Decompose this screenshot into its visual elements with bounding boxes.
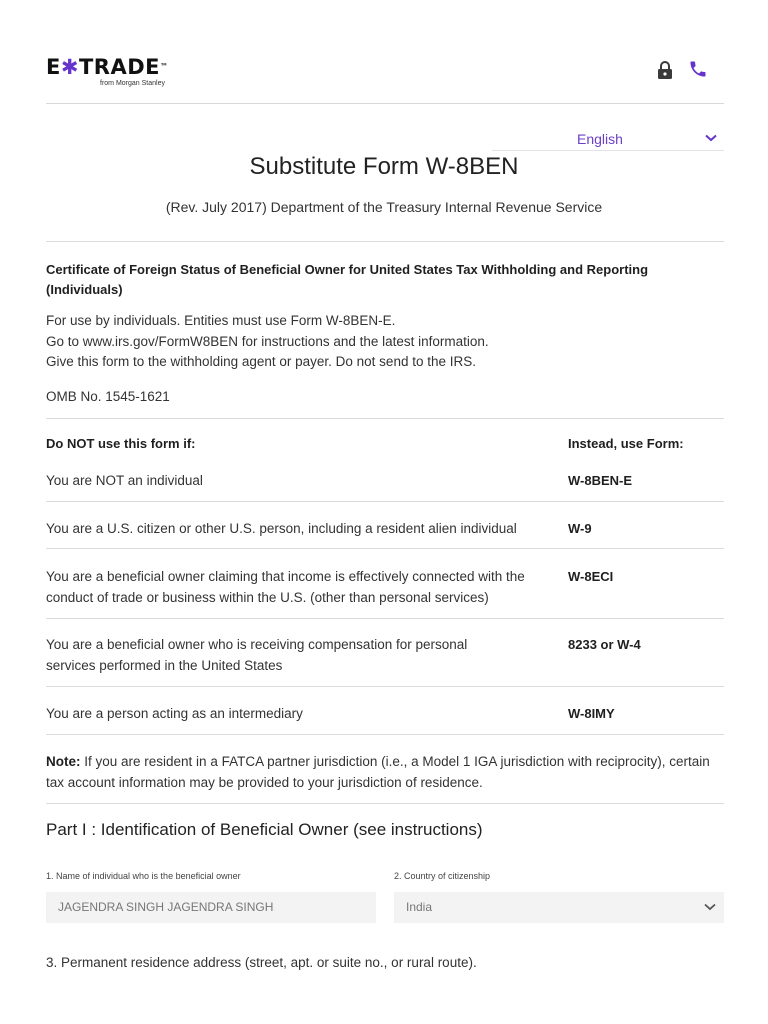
divider — [46, 734, 724, 735]
divider — [46, 803, 724, 804]
instruction-line: Go to www.irs.gov/FormW8BEN for instructions and the latest information. — [46, 333, 489, 349]
row-condition: You are a U.S. citizen or other U.S. person, including a resident alien individual — [46, 521, 517, 536]
country-selected-value: India — [406, 900, 433, 914]
row-condition: You are NOT an individual — [46, 473, 203, 488]
divider — [46, 501, 724, 502]
row-form: W-8IMY — [568, 706, 615, 721]
divider — [46, 686, 724, 687]
table-header — [46, 436, 724, 451]
row-condition: You are a person acting as an intermediary — [46, 706, 303, 721]
address-field-label: 3. Permanent residence address (street, apt. or suite no., or rural route). — [46, 955, 477, 970]
certificate-title: Certificate of Foreign Status of Beneficial Owner for United States Tax Withholding and Reporting (Individuals) — [46, 262, 649, 297]
note-text: If you are resident in a FATCA partner jurisdiction (i.e., a Model 1 IGA jurisdiction with reciprocity), certain tax account information may be provided to your jurisdiction of residence. — [46, 754, 710, 790]
row-form: W-9 — [568, 521, 592, 536]
divider — [46, 548, 724, 549]
form-instructions — [46, 311, 724, 373]
language-select[interactable] — [492, 128, 724, 151]
chevron-down-icon — [705, 134, 717, 142]
etrade-logo[interactable] — [46, 55, 169, 87]
divider — [46, 241, 724, 242]
form-subtitle: (Rev. July 2017) Department of the Treasury Internal Revenue Service — [165, 199, 603, 215]
phone-icon[interactable] — [688, 59, 708, 79]
note-label: Note: — [46, 754, 81, 769]
page-header — [46, 52, 724, 104]
column-header-condition: Do NOT use this form if: — [46, 436, 196, 451]
logo-subtitle: from Morgan Stanley — [100, 80, 165, 87]
instruction-line: For use by individuals. Entities must use Form W-8BEN-E. — [46, 313, 396, 328]
country-of-citizenship-select[interactable] — [394, 892, 724, 923]
chevron-down-icon — [704, 903, 716, 911]
logo-wordmark: E✱TRADE™ — [46, 55, 169, 79]
row-form: W-8BEN-E — [568, 473, 633, 488]
language-selected-value: English — [577, 131, 623, 147]
divider — [46, 618, 724, 619]
logo-star-icon: ✱ — [60, 55, 79, 79]
divider — [46, 418, 724, 419]
instruction-line: Give this form to the withholding agent or payer. Do not send to the IRS. — [46, 354, 476, 369]
page-title: Substitute Form W-8BEN — [249, 153, 519, 180]
column-header-form: Instead, use Form: — [568, 436, 684, 451]
row-form: 8233 or W-4 — [568, 637, 641, 652]
part1-title: Part I : Identification of Beneficial Owner (see instructions) — [46, 820, 483, 839]
country-field-label: 2. Country of citizenship — [394, 871, 491, 881]
omb-number: OMB No. 1545-1621 — [46, 389, 170, 404]
row-form: W-8ECI — [568, 569, 614, 584]
beneficial-owner-name-input[interactable]: JAGENDRA SINGH JAGENDRA SINGH — [46, 892, 376, 923]
row-condition: You are a beneficial owner claiming that income is effectively connected with the conduct of trade or business within the U.S. (other than personal services) — [46, 569, 525, 605]
row-condition: You are a beneficial owner who is receiving compensation for personal services performed in the United States — [46, 637, 468, 673]
name-field-label: 1. Name of individual who is the beneficial owner — [46, 871, 241, 881]
lock-icon[interactable] — [657, 60, 673, 80]
fatca-note — [46, 751, 724, 793]
